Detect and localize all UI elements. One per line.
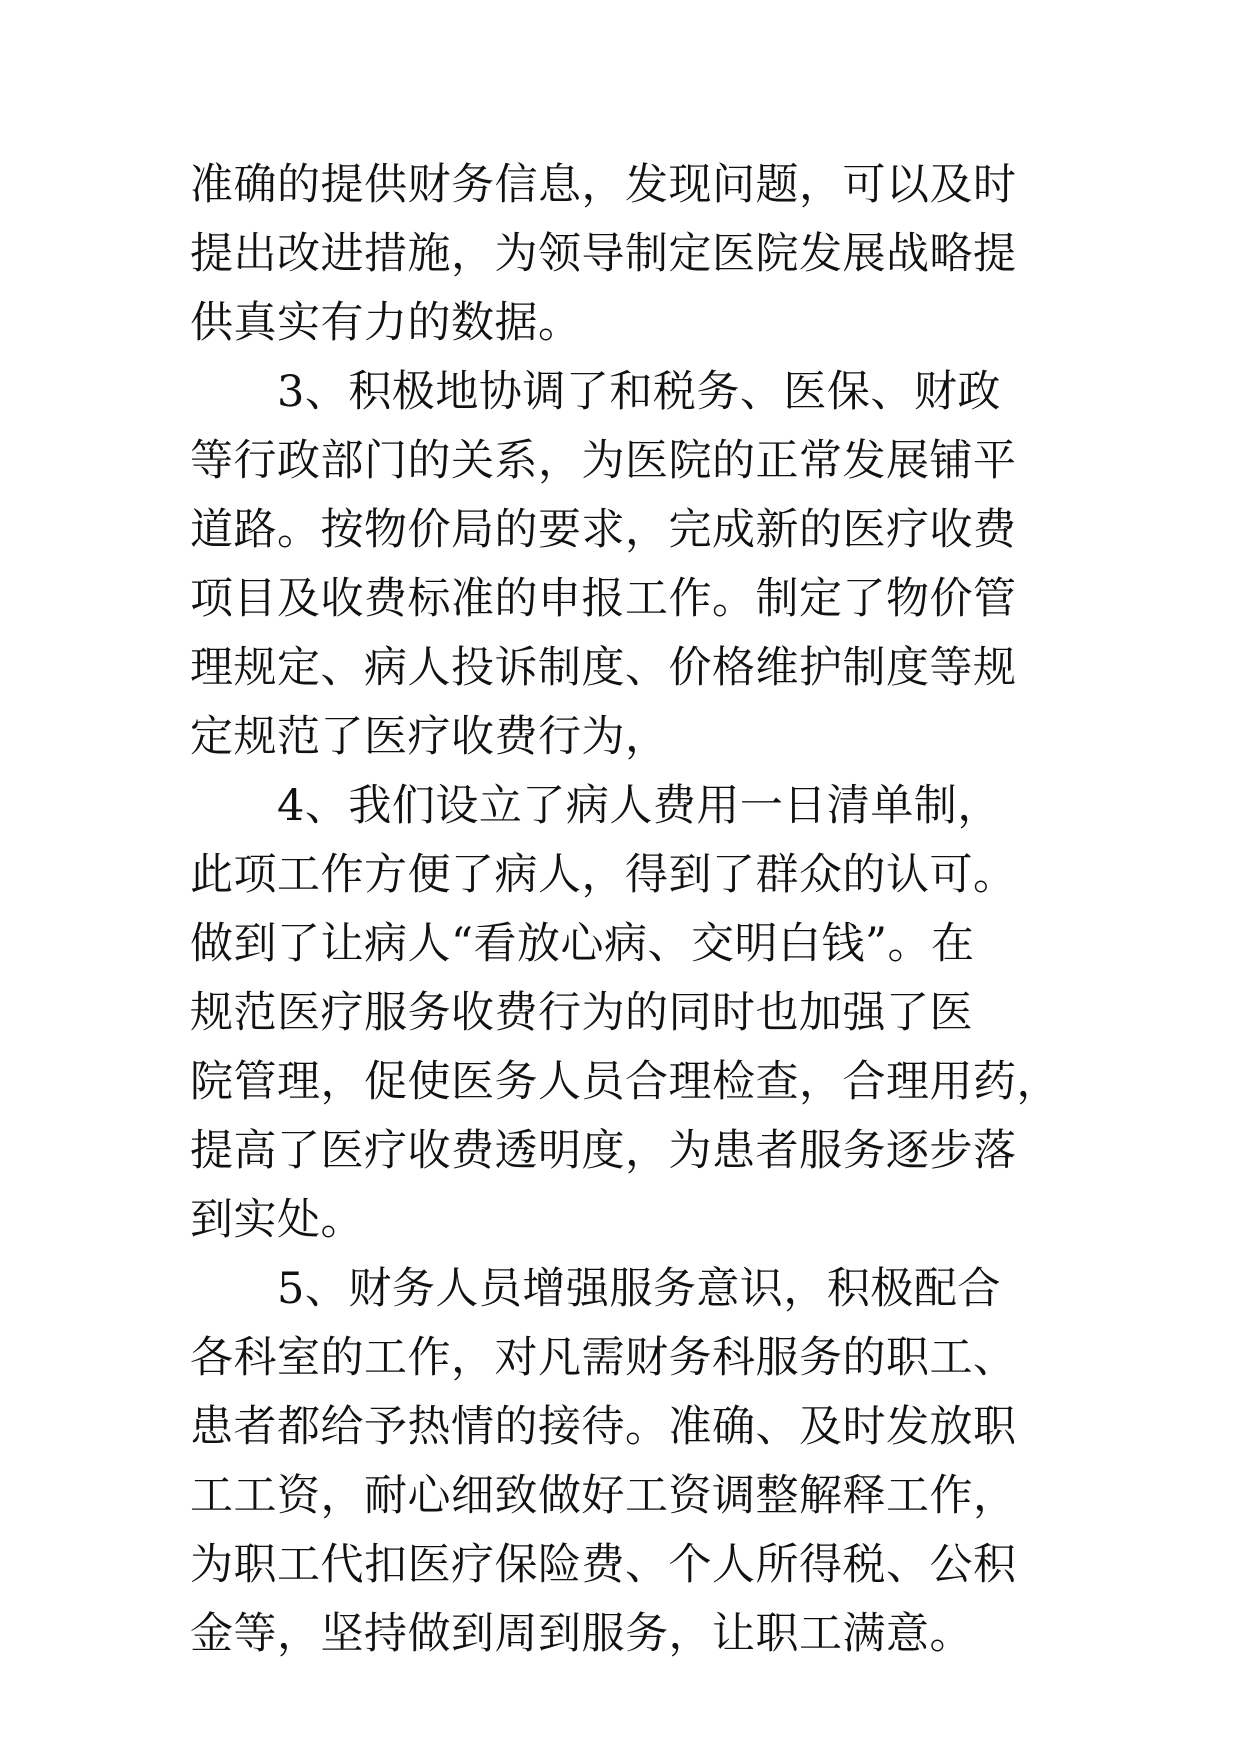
text-line-8: 理规定、病人投诉制度、价格维护制度等规 (190, 643, 1017, 693)
text-line-19: 患者都给予热情的接待。准确、及时发放职 (190, 1402, 1017, 1452)
text-line-13: 规范医疗服务收费行为的同时也加强了医 (190, 988, 973, 1038)
paragraph-5-first-line: 5、财务人员增强服务意识，积极配合 (277, 1264, 1001, 1314)
text-line-16: 到实处。 (190, 1195, 364, 1245)
text-line-5: 等行政部门的关系，为医院的正常发展铺平 (190, 436, 1017, 486)
text-line-11: 此项工作方便了病人，得到了群众的认可。 (190, 850, 1017, 900)
text-line-7: 项目及收费标准的申报工作。制定了物价管 (190, 574, 1017, 624)
text-line-9: 定规范了医疗收费行为， (190, 712, 669, 762)
text-line-1: 准确的提供财务信息，发现问题，可以及时 (190, 160, 1017, 210)
text-line-14: 院管理，促使医务人员合理检查，合理用药， (190, 1057, 1060, 1107)
text-line-15: 提高了医疗收费透明度，为患者服务逐步落 (190, 1126, 1017, 1176)
text-line-6: 道路。按物价局的要求，完成新的医疗收费 (190, 505, 1017, 555)
text-line-2: 提出改进措施，为领导制定医院发展战略提 (190, 229, 1017, 279)
text-line-22: 金等，坚持做到周到服务，让职工满意。 (190, 1609, 973, 1659)
text-line-12: 做到了让病人“看放心病、交明白钱”。在 (190, 919, 975, 969)
paragraph-3-first-line: 3、积极地协调了和税务、医保、财政 (277, 367, 1001, 417)
paragraph-4-first-line: 4、我们设立了病人费用一日清单制， (277, 781, 1001, 831)
text-line-18: 各科室的工作，对凡需财务科服务的职工、 (190, 1333, 1017, 1383)
text-line-21: 为职工代扣医疗保险费、个人所得税、公积 (190, 1540, 1017, 1590)
text-line-20: 工工资，耐心细致做好工资调整解释工作， (190, 1471, 1017, 1521)
text-line-3: 供真实有力的数据。 (190, 298, 582, 348)
